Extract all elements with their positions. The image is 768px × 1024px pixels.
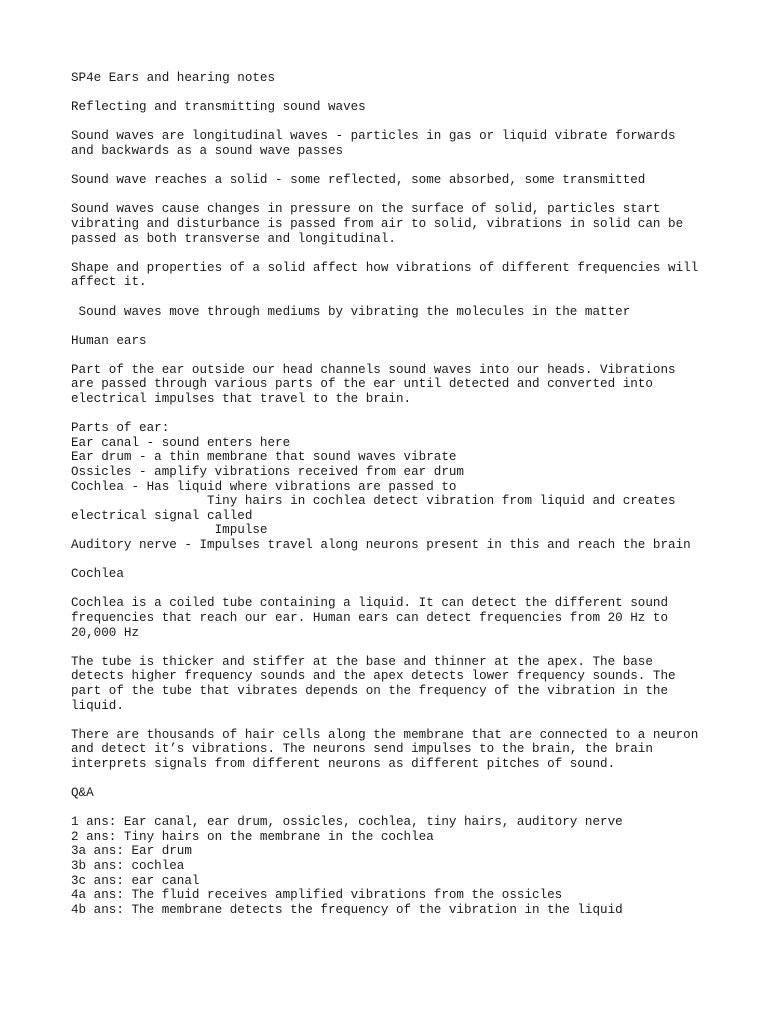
section-heading-qa: Q&A (71, 786, 94, 801)
text-line: passed as both transverse and longitudinal. (71, 231, 396, 246)
text-line: part of the tube that vibrates depends on the frequency of the vibration in the (71, 683, 669, 698)
list-item: Ear canal - sound enters here (71, 435, 291, 450)
paragraph-reaches-solid (71, 173, 711, 188)
list-item: Auditory nerve - Impulses travel along neurons present in this and reach the brain (71, 538, 691, 552)
paragraph-ear-outside (71, 363, 711, 407)
paragraph-cochlea-tube (71, 596, 711, 640)
qa-answers-list (71, 815, 711, 917)
list-item: electrical signal called (71, 508, 253, 523)
paragraph-shape-properties (71, 261, 711, 290)
text-line: Sound waves move through mediums by vibrating the molecules in the matter (71, 304, 631, 319)
list-item: Cochlea - Has liquid where vibrations are passed to (71, 479, 457, 494)
section-heading-reflecting: Reflecting and transmitting sound waves (71, 100, 366, 115)
paragraph-mediums (71, 305, 711, 320)
text-line: Sound waves are longitudinal waves - particles in gas or liquid vibrate forwards (71, 129, 676, 144)
paragraph-longitudinal (71, 129, 711, 158)
answer-item: 3b ans: cochlea (71, 859, 185, 874)
text-line: Sound waves cause changes in pressure on the surface of solid, particles start (71, 202, 661, 217)
list-item: Impulse (71, 523, 268, 538)
text-line: and backwards as a sound wave passes (71, 143, 344, 158)
answer-item: 4a ans: The fluid receives amplified vibrations from the ossicles (71, 888, 563, 903)
document-page (71, 71, 711, 917)
text-line: Shape and properties of a solid affect how vibrations of different frequencies will (71, 260, 699, 275)
text-line: vibrating and disturbance is passed from air to solid, vibrations in solid can be (71, 216, 684, 231)
text-line: liquid. (71, 698, 124, 713)
section-heading-human-ears: Human ears (71, 333, 147, 348)
text-line: interprets signals from different neurons as different pitches of sound. (71, 756, 616, 771)
text-line: are passed through various parts of the ear until detected and converted into (71, 377, 653, 392)
answer-item: 3c ans: ear canal (71, 873, 200, 888)
answer-item: 3a ans: Ear drum (71, 844, 192, 859)
text-line: affect it. (71, 275, 147, 290)
section-heading-cochlea: Cochlea (71, 567, 124, 582)
paragraph-pressure (71, 202, 711, 246)
list-item: Ear drum - a thin membrane that sound waves vibrate (71, 450, 457, 465)
text-line: Part of the ear outside our head channels sound waves into our heads. Vibrations (71, 362, 676, 377)
answer-item: 2 ans: Tiny hairs on the membrane in the cochlea (71, 829, 434, 844)
text-line: There are thousands of hair cells along the membrane that are connected to a neuron (71, 727, 699, 742)
paragraph-tube-thickness (71, 655, 711, 713)
text-line: Sound wave reaches a solid - some reflected, some absorbed, some transmitted (71, 173, 646, 188)
answer-item: 4b ans: The membrane detects the frequency of the vibration in the liquid (71, 902, 623, 917)
text-line: and detect it’s vibrations. The neurons send impulses to the brain, the brain (71, 742, 653, 757)
text-line: The tube is thicker and stiffer at the base and thinner at the apex. The base (71, 654, 653, 669)
parts-of-ear-list (71, 421, 711, 552)
text-line: electrical impulses that travel to the brain. (71, 392, 412, 407)
text-line: detects higher frequency sounds and the apex detects lower frequency sounds. The (71, 669, 676, 684)
text-line: Cochlea is a coiled tube containing a liquid. It can detect the different sound (71, 596, 669, 611)
document-title: SP4e Ears and hearing notes (71, 71, 276, 85)
answer-item: 1 ans: Ear canal, ear drum, ossicles, cochlea, tiny hairs, auditory nerve (71, 815, 623, 830)
text-line: frequencies that reach our ear. Human ears can detect frequencies from 20 Hz to (71, 610, 669, 625)
list-item: Tiny hairs in cochlea detect vibration from liquid and creates (71, 494, 676, 509)
paragraph-hair-cells (71, 728, 711, 772)
text-line: 20,000 Hz (71, 625, 140, 640)
list-heading: Parts of ear: (71, 421, 170, 436)
list-item: Ossicles - amplify vibrations received from ear drum (71, 465, 464, 480)
